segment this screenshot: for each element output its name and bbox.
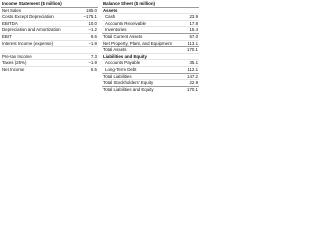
table-row xyxy=(102,27,199,34)
balance-sheet-title: Balance Sheet ($ million) xyxy=(102,1,199,7)
row-label: Total Liabilities and Equity xyxy=(102,86,178,92)
row-label: Cash xyxy=(102,14,178,21)
row-label: Long-Term Debt xyxy=(102,66,178,73)
table-row xyxy=(102,66,199,73)
row-value: −1.9 xyxy=(75,40,98,47)
row-value: 170.1 xyxy=(178,86,199,92)
row-value: 15.4 xyxy=(178,27,199,34)
row-label xyxy=(1,47,75,54)
assets-heading-row xyxy=(102,7,199,14)
row-label: Interest Income (expense) xyxy=(1,40,75,47)
row-value: 112.1 xyxy=(178,66,199,73)
row-value: 147.2 xyxy=(178,73,199,80)
table-row xyxy=(1,33,98,40)
financial-statements xyxy=(0,0,200,91)
liabilities-heading: Liabilities and Equity xyxy=(102,53,199,60)
row-label: Pre-tax Income xyxy=(1,53,75,60)
table-row xyxy=(102,14,199,21)
table-row xyxy=(1,66,98,72)
row-value xyxy=(75,47,98,54)
row-label: Total Assets xyxy=(102,47,178,54)
balance-sheet-table xyxy=(102,1,199,92)
row-value: −1.9 xyxy=(75,60,98,67)
total-liabilities-equity-row xyxy=(102,86,199,92)
ppe-row xyxy=(102,40,199,47)
row-label: Taxes (25%) xyxy=(1,60,75,67)
row-label: Net Income xyxy=(1,66,75,72)
table-row xyxy=(1,27,98,34)
row-value: 7.3 xyxy=(75,53,98,60)
row-value: 10.0 xyxy=(75,20,98,27)
table-row xyxy=(1,7,98,14)
row-label: Inventories xyxy=(102,27,178,34)
row-label: Accounts Payable xyxy=(102,60,178,67)
row-value: 23.9 xyxy=(178,14,199,21)
row-label: Total Liabilities xyxy=(102,73,178,80)
row-value: –1.2 xyxy=(75,27,98,34)
row-value: 113.1 xyxy=(178,40,199,47)
table-row xyxy=(1,14,98,21)
row-value: 57.0 xyxy=(178,33,199,40)
total-equity-row xyxy=(102,80,199,87)
row-label: EBITDA xyxy=(1,20,75,27)
table-row-spacer xyxy=(1,47,98,54)
row-value: 185.0 xyxy=(75,7,98,14)
table-row xyxy=(102,60,199,67)
row-label: EBIT xyxy=(1,33,75,40)
table-row xyxy=(102,20,199,27)
table-row xyxy=(1,53,98,60)
row-value: –175.1 xyxy=(75,14,98,21)
table-row xyxy=(1,60,98,67)
row-value: 35.1 xyxy=(178,60,199,67)
total-liabilities-row xyxy=(102,73,199,80)
row-value: 5.5 xyxy=(75,66,98,72)
row-value: 22.9 xyxy=(178,80,199,87)
row-value: 8.6 xyxy=(75,33,98,40)
row-value: 170.1 xyxy=(178,47,199,54)
table-row xyxy=(1,20,98,27)
total-current-assets-row xyxy=(102,33,199,40)
assets-heading: Assets xyxy=(102,7,199,14)
total-assets-row xyxy=(102,47,199,54)
row-label: Depreciation and Amortization xyxy=(1,27,75,34)
income-statement-title: Income Statement ($ million) xyxy=(1,1,98,7)
table-row xyxy=(1,40,98,47)
row-label: Costs Except Depreciation xyxy=(1,14,75,21)
row-label: Total Current Assets xyxy=(102,33,178,40)
row-value: 17.8 xyxy=(178,20,199,27)
liabilities-heading-row xyxy=(102,53,199,60)
income-statement-table xyxy=(1,1,98,73)
row-label: Total Stockholders' Equity xyxy=(102,80,178,87)
row-label: Net Property, Plant, and Equipment xyxy=(102,40,178,47)
row-label: Accounts Receivable xyxy=(102,20,178,27)
row-label: Net Sales xyxy=(1,7,75,14)
